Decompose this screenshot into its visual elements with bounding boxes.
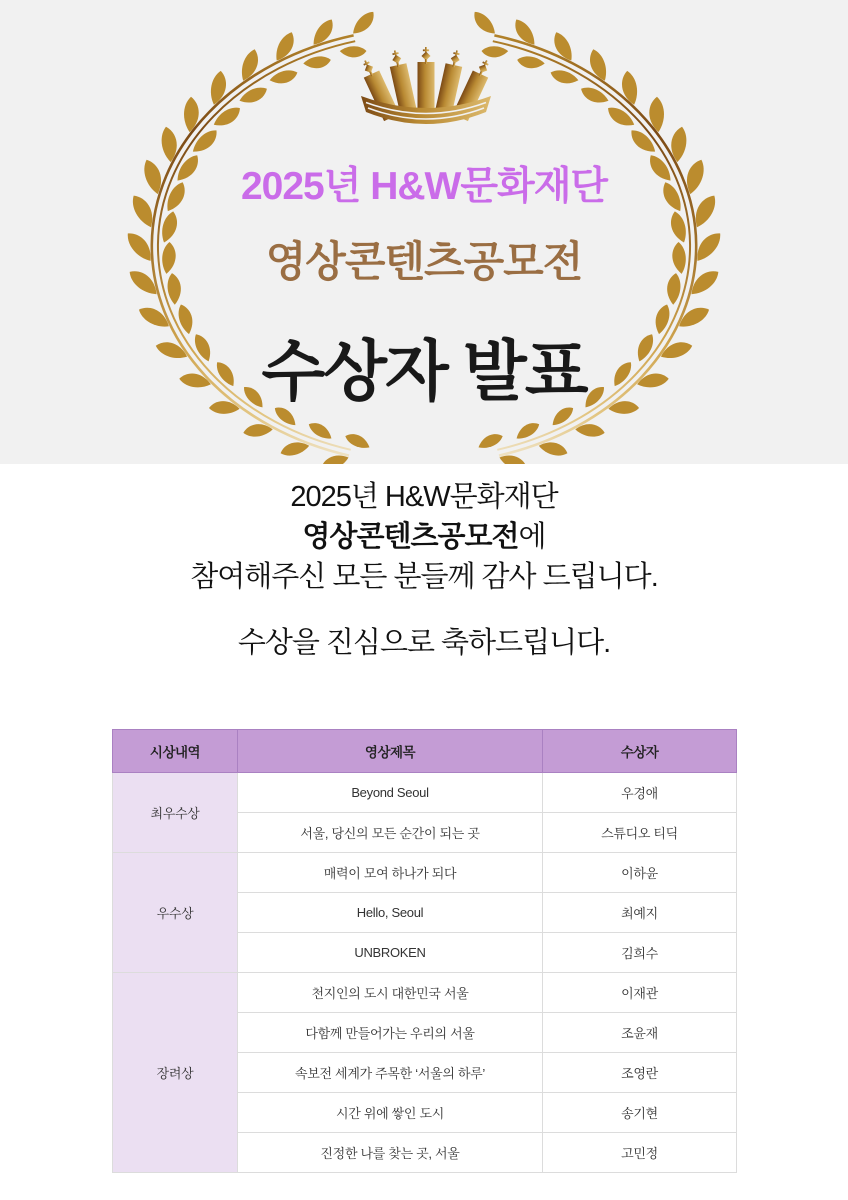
award-category-cell: 장려상 — [113, 973, 238, 1173]
video-title-cell: 다함께 만들어가는 우리의 서울 — [238, 1013, 543, 1053]
winner-cell: 이재관 — [543, 973, 737, 1013]
winner-cell: 김희수 — [543, 933, 737, 973]
video-title-cell: 매력이 모여 하나가 되다 — [238, 853, 543, 893]
award-category-cell: 최우수상 — [113, 773, 238, 853]
winner-cell: 조윤재 — [543, 1013, 737, 1053]
award-category-cell: 우수상 — [113, 853, 238, 973]
hero-section — [0, 0, 848, 464]
video-title-cell: UNBROKEN — [238, 933, 543, 973]
video-title-cell: 천지인의 도시 대한민국 서울 — [238, 973, 543, 1013]
thanks-message — [0, 464, 848, 663]
winners-table-wrap — [112, 729, 736, 1173]
winner-header: 수상자 — [543, 730, 737, 773]
winner-cell: 최예지 — [543, 893, 737, 933]
winner-cell: 고민정 — [543, 1133, 737, 1173]
winners-table — [112, 729, 737, 1173]
table-header-row — [113, 730, 737, 773]
winner-cell: 우경애 — [543, 773, 737, 813]
message-line1: 2025년 H&W문화재단 — [290, 481, 558, 513]
winner-cell: 스튜디오 티딕 — [543, 813, 737, 853]
video-title-cell: 진정한 나를 찾는 곳, 서울 — [238, 1133, 543, 1173]
video-title-cell: 서울, 당신의 모든 순간이 되는 곳 — [238, 813, 543, 853]
video-title-cell: 속보전 세계가 주목한 ‘서울의 하루’ — [238, 1053, 543, 1093]
video-title-header: 영상제목 — [238, 730, 543, 773]
table-row — [113, 773, 737, 813]
table-row — [113, 973, 737, 1013]
crown-icon — [351, 46, 501, 141]
message-line2 — [0, 517, 848, 557]
winner-cell: 이하윤 — [543, 853, 737, 893]
video-title-cell: 시간 위에 쌓인 도시 — [238, 1093, 543, 1133]
hero-year-title: 2025년 H&W문화재단 — [240, 165, 608, 208]
winner-cell: 조영란 — [543, 1053, 737, 1093]
video-title-cell: Hello, Seoul — [238, 893, 543, 933]
message-line4: 수상을 진심으로 축하드립니다. — [237, 627, 611, 659]
video-title-cell: Beyond Seoul — [238, 773, 543, 813]
message-line2-rest: 에 — [518, 521, 546, 553]
message-line2-bold: 영상콘텐츠공모전 — [302, 521, 519, 553]
hero-event-title: 영상콘텐츠공모전 — [265, 238, 583, 285]
winner-cell: 송기현 — [543, 1093, 737, 1133]
message-line3: 참여해주신 모든 분들께 감사 드립니다. — [190, 561, 658, 593]
table-row — [113, 853, 737, 893]
hero-main-title: 수상자 발표 — [261, 334, 587, 408]
award-category-header: 시상내역 — [113, 730, 238, 773]
